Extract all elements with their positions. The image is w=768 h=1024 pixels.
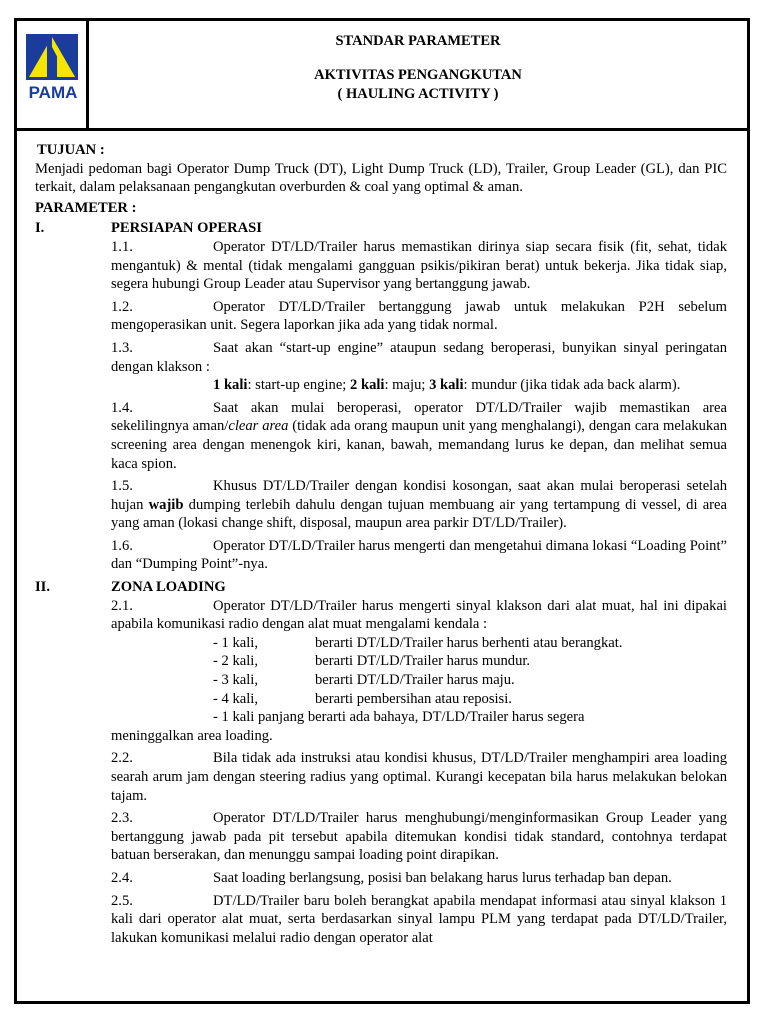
document-body: [17, 133, 747, 1001]
signal-1: 1 kali: [213, 377, 248, 394]
doc-title: STANDAR PARAMETER: [335, 33, 501, 49]
pama-logo-icon: [25, 33, 79, 81]
item-number: 2.3.: [111, 810, 133, 827]
doc-subtitle: AKTIVITAS PENGANGKUTAN: [314, 67, 522, 83]
item-text: Operator DT/LD/Trailer harus menghubungi/menginformasikan Group Leader yang bertanggung jawab pada pit tersebut apabila ditemukan kondisi tidak standard, contohnya terdapat batuan berserakan, dan menunggu sampai loading point dirapikan.: [111, 810, 727, 864]
logo-cell: [17, 21, 89, 128]
signal-count: - 3 kali,: [213, 672, 258, 689]
signal-meaning: berarti DT/LD/Trailer harus berhenti atau berangkat.: [315, 634, 623, 651]
item-number: 1.5.: [111, 478, 133, 495]
horn-signal-long-cont: meninggalkan area loading.: [111, 727, 273, 744]
item-text: Operator DT/LD/Trailer harus mengerti sinyal klakson dari alat muat, hal ini dipakai apabila komunikasi radio dengan alat muat mengalami kendala :: [111, 597, 727, 633]
item-text-cont: (tidak ada orang maupun unit yang menghalangi), dengan cara melakukan screening area dengan menengok kiri, kanan, bawah, memandang lurus ke depan, dan melihat semua kaca spion.: [111, 418, 728, 472]
item-1-1: [111, 238, 727, 294]
item-text: Saat loading berlangsung, posisi ban belakang harus lurus terhadap ban depan.: [213, 869, 672, 886]
horn-signal-row: [213, 690, 727, 709]
item-2-5: [111, 892, 727, 948]
item-1-5: [111, 477, 727, 533]
horn-signal-long: - 1 kali panjang berarti ada bahaya, DT/LD/Trailer harus segera: [213, 709, 585, 726]
item-text-bold: wajib: [148, 496, 184, 513]
item-text: Saat akan “start-up engine” ataupun sedang beroperasi, bunyikan sinyal peringatan dengan klakson :: [111, 339, 727, 375]
item-number: 2.4.: [111, 869, 133, 886]
signal-3-text: : mundur (jika tidak ada back alarm).: [463, 377, 681, 394]
signal-meaning: berarti DT/LD/Trailer harus mundur.: [315, 653, 531, 670]
item-text: Operator DT/LD/Trailer harus mengerti dan mengetahui dimana lokasi “Loading Point” dan “Dumping Point”-nya.: [111, 537, 727, 573]
item-text-italic: clear area: [228, 418, 289, 435]
signal-count: - 4 kali,: [213, 690, 258, 707]
item-number: 1.1.: [111, 238, 133, 255]
signal-count: - 1 kali,: [213, 634, 258, 651]
section-1-heading: [35, 219, 727, 238]
section-2-heading: [35, 578, 727, 597]
item-number: 2.5.: [111, 892, 133, 909]
signal-count: - 2 kali,: [213, 653, 258, 670]
parameter-heading: PARAMETER :: [35, 199, 137, 216]
item-number: 2.1.: [111, 597, 133, 614]
section-title: ZONA LOADING: [111, 579, 226, 596]
signal-1-text: : start-up engine;: [247, 377, 351, 394]
doc-subtitle-english: ( HAULING ACTIVITY ): [337, 86, 499, 102]
item-text-cont: dumping terlebih dahulu dengan tujuan membuang air yang tertampung di vessel, di area yang aman (lokasi change shift, disposal, maupun area parkir DT/LD/Trailer).: [111, 496, 727, 532]
item-number: 1.2.: [111, 298, 133, 315]
item-1-4: [111, 399, 727, 473]
title-block: [89, 21, 747, 128]
item-number: 1.6.: [111, 537, 133, 554]
item-text: Operator DT/LD/Trailer bertanggung jawab untuk melakukan P2H sebelum mengoperasikan unit. Segera laporkan jika ada yang tidak normal.: [111, 298, 727, 334]
klakson-signals: [213, 376, 727, 395]
item-2-1: [111, 597, 727, 634]
document-frame: [14, 18, 750, 1004]
section-number: II.: [35, 579, 51, 596]
tujuan-text: Menjadi pedoman bagi Operator Dump Truck (DT), Light Dump Truck (LD), Trailer, Group Leader (GL), dan PIC terkait, dalam pelaksanaan pengangkutan overburden & coal yang optimal & aman.: [35, 160, 727, 196]
section-title: PERSIAPAN OPERASI: [111, 220, 262, 237]
horn-signal-row: [213, 634, 727, 653]
item-2-2: [111, 749, 727, 805]
horn-signal-row: [213, 671, 727, 690]
item-1-2: [111, 298, 727, 335]
item-text: DT/LD/Trailer baru boleh berangkat apabila mendapat informasi atau sinyal klakson 1 kali dari operator alat muat, serta berdasarkan sinyal lampu PLM yang terdapat pada DT/LD/Trailer, lakukan komunikasi melalui radio dengan operator alat: [111, 892, 727, 946]
signal-meaning: berarti pembersihan atau reposisi.: [315, 690, 512, 707]
section-number: I.: [35, 220, 45, 237]
item-number: 1.4.: [111, 399, 133, 416]
logo-text: PAMA: [28, 83, 78, 102]
horn-signal-row: [213, 652, 727, 671]
item-1-3: [111, 339, 727, 376]
signal-3: 3 kali: [429, 377, 464, 394]
signal-2-text: : maju;: [384, 377, 430, 394]
item-text: Khusus DT/LD/Trailer dengan kondisi kosongan, saat akan mulai beroperasi setelah hujan: [111, 478, 727, 513]
tujuan-heading: TUJUAN :: [37, 142, 105, 158]
item-text: Operator DT/LD/Trailer harus memastikan dirinya siap secara fisik (fit, sehat, tidak mengantuk) & mental (tidak mengalami gangguan psikis/pikiran berat) untuk bekerja. Jika tidak siap, segera hubungi Group Leader atau Supervisor yang bertanggung jawab.: [111, 238, 727, 293]
item-text: Saat akan mulai beroperasi, operator DT/LD/Trailer wajib memastikan area sekelilingnya aman/: [111, 399, 727, 435]
item-text: Bila tidak ada instruksi atau kondisi khusus, DT/LD/Trailer menghampiri area loading searah arum jam dengan steering radius yang optimal. Kurangi kecepatan bila harus melakukan belokan tajam.: [111, 750, 727, 804]
item-2-3: [111, 809, 727, 865]
signal-meaning: berarti DT/LD/Trailer harus maju.: [315, 672, 515, 689]
signal-2: 2 kali: [350, 377, 385, 394]
document-header: [17, 21, 747, 131]
item-1-6: [111, 537, 727, 574]
item-number: 2.2.: [111, 750, 133, 767]
item-number: 1.3.: [111, 339, 133, 356]
item-2-4: [111, 869, 727, 888]
